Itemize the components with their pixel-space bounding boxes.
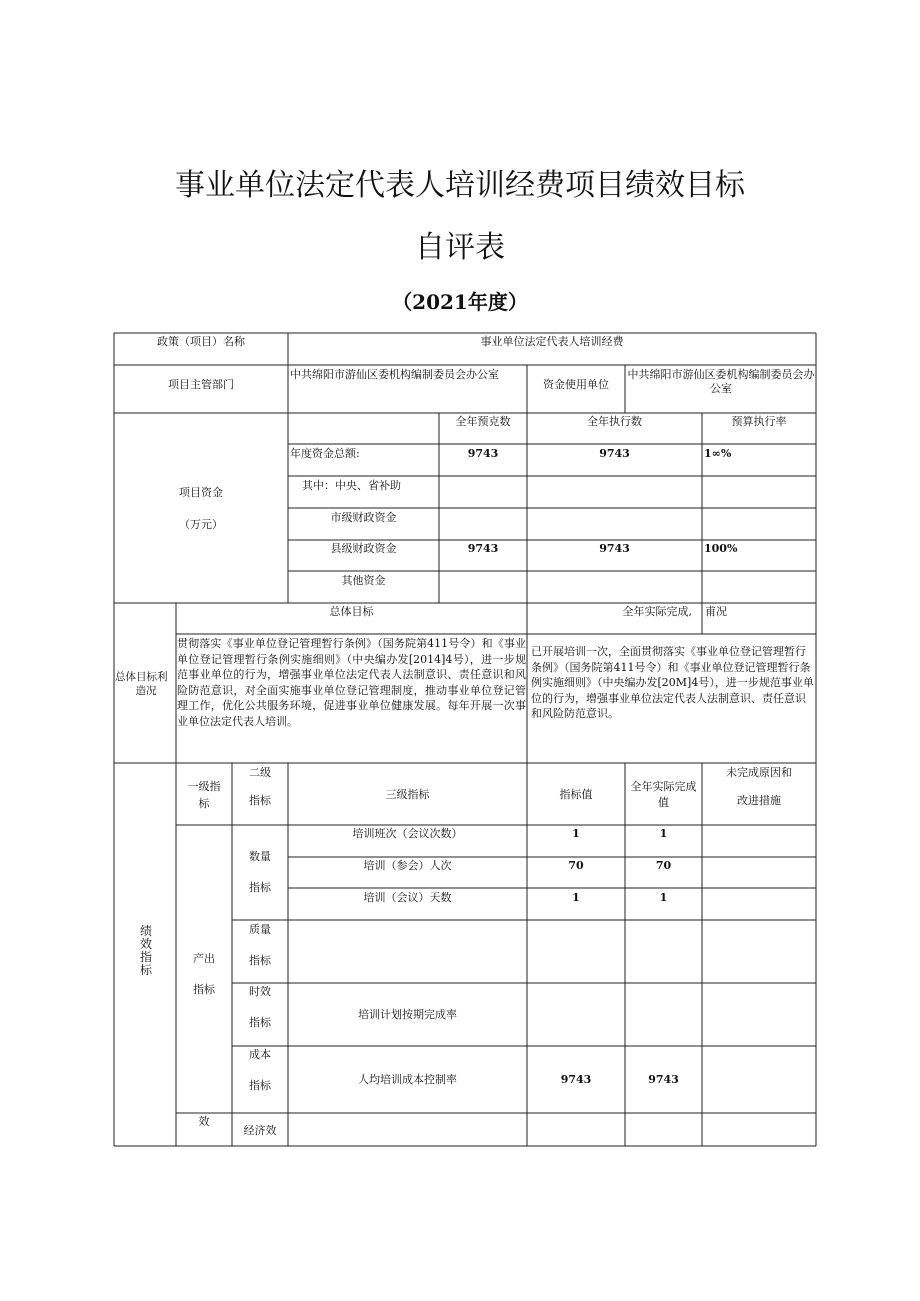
funds-row-label: 年度资金总额: — [290, 447, 360, 460]
funds-row-rate: 100% — [704, 542, 738, 555]
quantity-actual: 1 — [659, 827, 668, 840]
quantity-actual: 1 — [659, 891, 668, 904]
quality-indicator-label: 质量 指标 — [249, 923, 271, 967]
dept-value: 中共绵阳市游仙区委机构编制委员会办公室 — [290, 368, 499, 381]
timeliness-item: 培训计划按期完成率 — [358, 1008, 457, 1021]
col-exec-header: 全年执行数 — [587, 415, 642, 428]
funds-row-label: 市级财政资金 — [330, 511, 397, 524]
cost-actual: 9743 — [648, 1073, 679, 1086]
quantity-value: 70 — [568, 859, 584, 872]
level2-header: 二级 指标 — [249, 766, 271, 807]
level1-header: 一级指 标 — [187, 780, 221, 810]
user-label: 资金使用单位 — [543, 378, 609, 391]
quantity-value: 1 — [572, 891, 580, 904]
goals-label: 总体目标利 造况 — [115, 671, 168, 697]
timeliness-indicator-label: 时效 指标 — [249, 985, 271, 1029]
user-value: 中共绵阳市游仙区委机构编制委员会办公室 — [627, 368, 815, 395]
actual-value-header: 全年实际完成 值 — [630, 780, 697, 809]
actual-header: 全年实际完成, — [622, 605, 692, 618]
cost-item: 人均培训成本控制率 — [358, 1073, 457, 1086]
reason-header: 未完成原因和 改进措施 — [726, 766, 792, 807]
funds-label: 项目资金 — [179, 486, 223, 499]
dept-label: 项目主管部门 — [168, 378, 234, 391]
funds-row-rate: 1∞% — [704, 447, 732, 460]
economic-effect-label: 经济效 — [243, 1124, 277, 1137]
funds-row-label: 其他资金 — [341, 574, 386, 587]
effect-indicator-label: 效 — [198, 1115, 210, 1128]
quantity-item: 培训（会议）天数 — [363, 891, 452, 904]
funds-row-budget: 9743 — [467, 447, 499, 460]
quantity-item: 培训（参会）人次 — [363, 859, 452, 872]
target-header: 总体目标 — [329, 605, 374, 618]
quantity-indicator-label: 数量 指标 — [249, 850, 271, 894]
funds-unit: （万元） — [179, 518, 223, 531]
quantity-value: 1 — [572, 827, 580, 840]
funds-row-label: 其中：中央、省补助 — [302, 479, 401, 492]
quantity-item: 培训班次（会议次数） — [352, 827, 463, 840]
document-title: 事业单位法定代表人培训经费项目绩效目标 — [175, 168, 745, 203]
project-name-value: 事业单位法定代表人培训经费 — [480, 335, 624, 348]
col-budget-header: 全年预克数 — [455, 415, 511, 428]
actual-header-cont: 甫况 — [705, 605, 727, 618]
funds-row-exec: 9743 — [599, 447, 630, 460]
funds-row-label: 县级财政资金 — [330, 542, 397, 555]
output-indicator-label: 产出 指标 — [193, 952, 215, 996]
document-year: （2021年度） — [392, 290, 528, 314]
funds-row-exec: 9743 — [599, 542, 630, 555]
project-name-label: 政策（项目）名称 — [157, 335, 245, 348]
cost-indicator-label: 成本 指标 — [249, 1048, 271, 1092]
quantity-actual: 70 — [655, 859, 672, 872]
actual-text: 已开展培训一次，全面贯彻落实《事业单位登记管理暂行条例》（国务院第411号令）和《事业单位登记管理暂行条例实施细则》（中央编办发[20M]4号），进一步规范事业单位的行为，增强事业单位法定代表人法制意识、责任意识和风险防范意识。 — [531, 645, 814, 720]
target-text: 贯彻落实《事业单位登记管理暂行条例》（国务院第411号令）和《事业单位登记管理暂行条例实施细则》（中央编办发[2014]4号），进一步规范事业单位的行为，增强事业单位法定代表人法制意识、责任意识和风险防范意识，对全面实施事业单位登记管理制度，推动事业单位登记管理工作，优化公共服务环境，促进事业单位健康发展。每年开展一次事业单位法定代表人培训。 — [177, 637, 526, 728]
col-rate-header: 预算执行率 — [731, 415, 787, 428]
document-subtitle: 自评表 — [415, 230, 505, 265]
indicators-section-label: 绩效指标 — [140, 924, 153, 977]
cost-value: 9743 — [560, 1073, 592, 1086]
funds-row-budget: 9743 — [467, 542, 499, 555]
level3-header: 三级指标 — [385, 788, 430, 801]
value-header: 指标值 — [559, 788, 593, 801]
